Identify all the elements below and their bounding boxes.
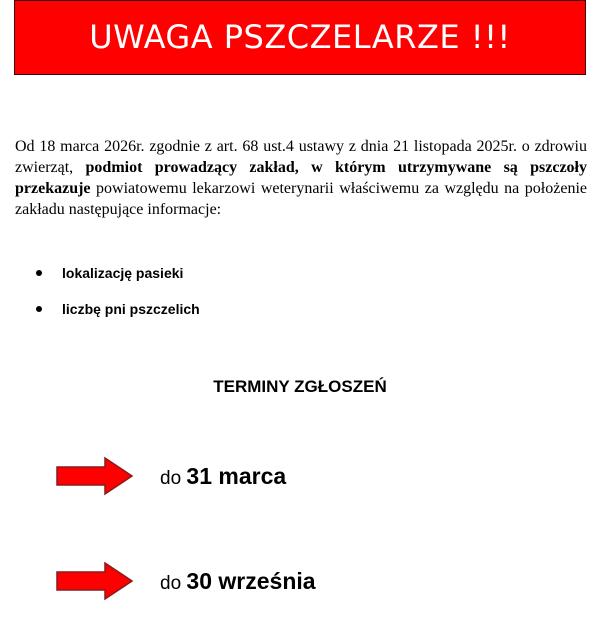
right-arrow-icon xyxy=(55,561,135,601)
deadline-text xyxy=(160,568,316,595)
deadline-prefix: do xyxy=(160,467,187,489)
list-item xyxy=(15,262,515,284)
right-arrow-icon xyxy=(55,456,135,496)
deadline-date: 31 marca xyxy=(186,462,287,489)
list-item xyxy=(15,298,515,320)
deadline-text xyxy=(160,463,286,490)
deadline-row xyxy=(55,456,286,496)
terms-heading: TERMINY ZGŁOSZEŃ xyxy=(213,377,387,396)
deadline-date: 30 września xyxy=(186,567,316,594)
required-info-list xyxy=(15,262,515,320)
deadline-row xyxy=(55,561,316,601)
banner-title: UWAGA PSZCZELARZE !!! xyxy=(89,17,511,56)
bullet-icon xyxy=(36,270,42,276)
bullet-icon xyxy=(36,306,42,312)
intro-text-bold: podmiot prowadzący zakład, w którym utrzymywane są pszczoły przekazuje xyxy=(15,159,588,197)
list-item-label: lokalizację pasieki xyxy=(62,265,184,281)
intro-paragraph xyxy=(15,136,587,220)
list-item-label: liczbę pni pszczelich xyxy=(62,301,200,317)
intro-text-start: Od 18 marca 2026r. zgodnie z art. 68 ust.4 ustawy z dnia 21 listopada 2025r. o zdrowiu zwierząt, xyxy=(15,138,587,176)
warning-banner xyxy=(14,0,586,75)
intro-text-end: powiatowemu lekarzowi weterynarii właściwemu za względu na położenie zakładu następujące informacje: xyxy=(15,180,587,218)
deadline-prefix: do xyxy=(160,572,187,594)
